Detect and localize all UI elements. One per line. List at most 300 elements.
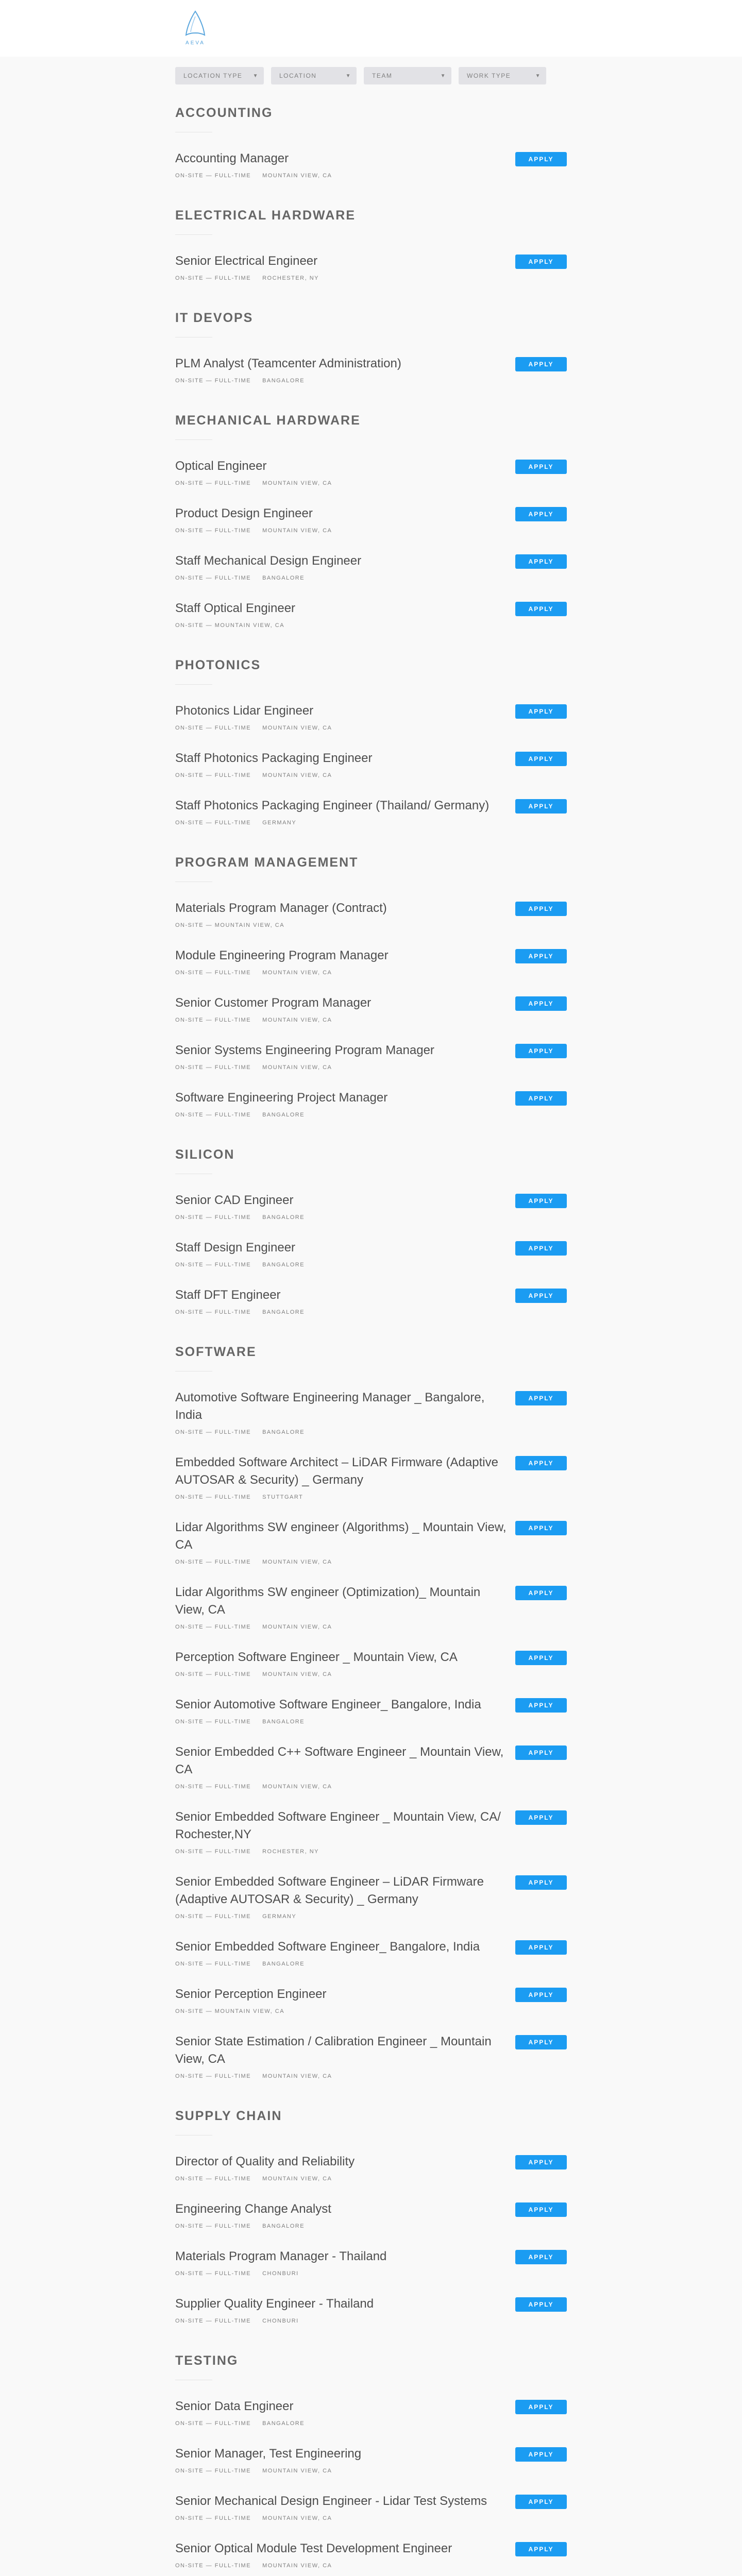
apply-button[interactable]: APPLY [515,1456,567,1470]
posting-info [175,947,510,976]
posting-location: MOUNTAIN VIEW, CA [262,2073,332,2079]
posting-location: MOUNTAIN VIEW, CA [262,1671,332,1677]
posting-title[interactable]: Product Design Engineer [175,506,313,520]
posting-location: MOUNTAIN VIEW, CA [262,1559,332,1565]
posting-title[interactable]: Senior Embedded Software Engineer _ Mountain View, CA/ Rochester,NY [175,1810,501,1841]
posting-info [175,2493,510,2521]
posting-row [175,702,567,731]
apply-button[interactable]: APPLY [515,2495,567,2509]
posting-meta [175,2318,510,2324]
posting-meta [175,575,510,581]
posting-title[interactable]: Lidar Algorithms SW engineer (Algorithms) _ Mountain View, CA [175,1520,507,1552]
apply-button[interactable]: APPLY [515,1091,567,1106]
posting-info [175,1192,510,1221]
posting-location: BANGALORE [262,575,305,581]
filter-label: WORK TYPE [467,72,511,79]
posting-row [175,2033,567,2079]
posting-workplace: ON-SITE — FULL-TIME [175,528,251,534]
posting-meta [175,725,510,731]
posting-workplace: ON-SITE — FULL-TIME [175,1112,251,1118]
filter-team[interactable] [364,67,451,84]
posting-row [175,900,567,928]
posting-info [175,2033,510,2079]
apply-button[interactable]: APPLY [515,2297,567,2312]
posting-info [175,2200,510,2229]
group-divider [175,439,212,440]
filter-bar [175,67,567,84]
posting-info [175,994,510,1023]
posting-row [175,2295,567,2324]
posting-meta [175,1112,510,1118]
apply-button[interactable]: APPLY [515,1289,567,1303]
posting-title[interactable]: Senior Optical Module Test Development Engineer [175,2541,452,2555]
group-title: IT DEVOPS [175,311,254,325]
posting-workplace: ON-SITE — FULL-TIME [175,1429,251,1435]
posting-info [175,702,510,731]
posting-meta [175,1849,510,1855]
posting-meta [175,2008,510,2014]
posting-title[interactable]: Director of Quality and Reliability [175,2155,355,2168]
posting-row [175,600,567,629]
posting-meta [175,1429,510,1435]
posting-title[interactable]: Photonics Lidar Engineer [175,704,314,718]
group-divider [175,684,212,685]
posting-row [175,1042,567,1071]
posting-meta [175,622,510,629]
apply-button[interactable]: APPLY [515,1194,567,1208]
posting-location: GERMANY [262,1913,297,1920]
posting-workplace: ON-SITE — FULL-TIME [175,2318,251,2324]
apply-button[interactable]: APPLY [515,1651,567,1665]
posting-meta [175,173,510,179]
posting-row [175,1584,567,1630]
posting-location: MOUNTAIN VIEW, CA [262,528,332,534]
posting-meta [175,970,510,976]
posting-workplace: ON-SITE — FULL-TIME [175,378,251,384]
posting-row [175,2153,567,2182]
posting-info [175,2540,510,2569]
site-header [0,0,742,57]
posting-info [175,457,510,486]
posting-workplace: ON-SITE — FULL-TIME [175,2420,251,2427]
apply-button[interactable]: APPLY [515,357,567,371]
posting-title[interactable]: Staff Photonics Packaging Engineer (Thailand/ Germany) [175,799,490,812]
posting-workplace: ON-SITE — FULL-TIME [175,1309,251,1315]
posting-info [175,552,510,581]
posting-info [175,2398,510,2427]
posting-location: BANGALORE [262,2223,305,2229]
apply-button[interactable]: APPLY [515,2250,567,2264]
apply-button[interactable]: APPLY [515,1940,567,1955]
posting-title[interactable]: Senior Manager, Test Engineering [175,2447,362,2461]
apply-button[interactable]: APPLY [515,902,567,916]
posting-meta [175,1064,510,1071]
chevron-down-icon: ▼ [345,73,351,79]
posting-row [175,1192,567,1221]
posting-row [175,150,567,179]
posting-group [175,855,567,1118]
posting-location: MOUNTAIN VIEW, CA [262,480,332,486]
posting-row [175,1239,567,1268]
posting-group [175,1147,567,1315]
posting-meta [175,922,510,928]
group-title: SOFTWARE [175,1345,257,1359]
posting-workplace: ON-SITE — FULL-TIME [175,1671,251,1677]
posting-info [175,1696,510,1725]
posting-meta [175,820,510,826]
posting-row [175,1454,567,1500]
apply-button[interactable]: APPLY [515,1044,567,1058]
posting-workplace: ON-SITE — FULL-TIME [175,1849,251,1855]
posting-meta [175,1671,510,1677]
posting-meta [175,1624,510,1630]
posting-info [175,252,510,281]
posting-info [175,150,510,179]
apply-button[interactable]: APPLY [515,255,567,269]
posting-title[interactable]: Senior Customer Program Manager [175,996,372,1010]
filter-work-type[interactable] [459,67,546,84]
group-title: PROGRAM MANAGEMENT [175,855,359,870]
posting-location: BANGALORE [262,1961,305,1967]
posting-row [175,2540,567,2569]
group-title: PHOTONICS [175,658,261,672]
posting-location: STUTTGART [262,1494,303,1500]
posting-title[interactable]: Embedded Software Architect – LiDAR Firmware (Adaptive AUTOSAR & Security) _ Germany [175,1455,498,1487]
apply-button[interactable]: APPLY [515,1586,567,1600]
posting-title[interactable]: Automotive Software Engineering Manager _ Bangalore, India [175,1391,485,1422]
posting-title[interactable]: Senior Mechanical Design Engineer - Lidar Test Systems [175,2494,487,2508]
posting-meta [175,1719,510,1725]
apply-button[interactable]: APPLY [515,2035,567,2049]
posting-meta [175,2176,510,2182]
posting-workplace: ON-SITE — FULL-TIME [175,2270,251,2277]
posting-workplace: ON-SITE — FULL-TIME [175,2515,251,2521]
posting-location: MOUNTAIN VIEW, CA [262,1064,332,1071]
apply-button[interactable]: APPLY [515,799,567,814]
posting-location: BANGALORE [262,1429,305,1435]
posting-location: MOUNTAIN VIEW, CA [262,2176,332,2182]
apply-button[interactable]: APPLY [515,949,567,963]
group-title: TESTING [175,2353,239,2368]
posting-info [175,1519,510,1565]
posting-row [175,355,567,384]
posting-row [175,1808,567,1855]
posting-meta [175,2468,510,2474]
group-title: SUPPLY CHAIN [175,2109,282,2123]
posting-meta [175,2420,510,2427]
posting-workplace: ON-SITE — FULL-TIME [175,820,251,826]
posting-meta [175,1961,510,1967]
posting-location: BANGALORE [262,2420,305,2427]
aeva-logo[interactable] [181,9,210,47]
posting-row [175,1873,567,1920]
apply-button[interactable]: APPLY [515,1698,567,1713]
posting-info [175,1938,510,1967]
posting-location: MOUNTAIN VIEW, CA [262,173,332,179]
apply-button[interactable]: APPLY [515,554,567,569]
posting-meta [175,1017,510,1023]
posting-row [175,1089,567,1118]
posting-info [175,2295,510,2324]
posting-location: BANGALORE [262,378,305,384]
posting-location: BANGALORE [262,1262,305,1268]
apply-button[interactable]: APPLY [515,1988,567,2002]
posting-title[interactable]: Senior Data Engineer [175,2399,294,2413]
posting-meta [175,1494,510,1500]
posting-location: BANGALORE [262,1214,305,1221]
filter-label: TEAM [372,72,393,79]
posting-meta [175,480,510,486]
posting-workplace: ON-SITE — FULL-TIME [175,1262,251,1268]
posting-workplace: ON-SITE — FULL-TIME [175,2073,251,2079]
posting-info [175,2445,510,2474]
posting-workplace: ON-SITE — FULL-TIME [175,1961,251,1967]
posting-row [175,1519,567,1565]
posting-meta [175,2270,510,2277]
posting-workplace: ON-SITE — FULL-TIME [175,1494,251,1500]
posting-meta [175,1309,510,1315]
apply-button[interactable]: APPLY [515,1391,567,1405]
posting-workplace: ON-SITE — FULL-TIME [175,725,251,731]
posting-location: MOUNTAIN VIEW, CA [262,725,332,731]
posting-row [175,552,567,581]
posting-title[interactable]: Staff Photonics Packaging Engineer [175,751,373,765]
posting-title[interactable]: Senior Embedded C++ Software Engineer _ Mountain View, CA [175,1745,504,1776]
posting-workplace: ON-SITE — FULL-TIME [175,275,251,281]
posting-location: CHONBURI [262,2318,299,2324]
posting-meta [175,2515,510,2521]
posting-meta [175,2223,510,2229]
posting-title[interactable]: Accounting Manager [175,151,289,165]
posting-group [175,413,567,629]
apply-button[interactable]: APPLY [515,1745,567,1760]
posting-title[interactable]: Senior Embedded Software Engineer_ Bangalore, India [175,1940,480,1954]
posting-workplace: ON-SITE — FULL-TIME [175,970,251,976]
apply-button[interactable]: APPLY [515,460,567,474]
posting-location: ROCHESTER, NY [262,1849,319,1855]
apply-button[interactable]: APPLY [515,152,567,166]
posting-group [175,1344,567,2079]
posting-group [175,2108,567,2324]
posting-title[interactable]: Staff Optical Engineer [175,601,296,615]
posting-location: ROCHESTER, NY [262,275,319,281]
posting-workplace: ON-SITE — FULL-TIME [175,2563,251,2569]
posting-info [175,1808,510,1855]
posting-info [175,750,510,778]
filter-location[interactable] [271,67,357,84]
posting-info [175,797,510,826]
posting-title[interactable]: Optical Engineer [175,459,267,473]
posting-groups [175,105,567,2569]
apply-button[interactable]: APPLY [515,2400,567,2414]
posting-row [175,2493,567,2521]
posting-info [175,1584,510,1630]
posting-row [175,505,567,534]
chevron-down-icon: ▼ [440,73,446,79]
group-title: ACCOUNTING [175,106,273,120]
posting-meta [175,275,510,281]
posting-workplace: ON-SITE — FULL-TIME [175,1784,251,1790]
group-divider [175,2135,212,2136]
posting-title[interactable]: Supplier Quality Engineer - Thailand [175,2297,374,2311]
apply-button[interactable]: APPLY [515,2155,567,2170]
posting-row [175,994,567,1023]
posting-meta [175,1214,510,1221]
posting-info [175,505,510,534]
group-title: ELECTRICAL HARDWARE [175,208,356,223]
posting-workplace: ON-SITE — FULL-TIME [175,575,251,581]
apply-button[interactable]: APPLY [515,2447,567,2462]
posting-row [175,947,567,976]
posting-info [175,1743,510,1790]
posting-title[interactable]: Senior Embedded Software Engineer – LiDAR Firmware (Adaptive AUTOSAR & Security) _ Germany [175,1875,484,1906]
posting-group [175,2353,567,2569]
posting-workplace: ON-SITE — FULL-TIME [175,1624,251,1630]
posting-info [175,1286,510,1315]
posting-location: MOUNTAIN VIEW, CA [262,2515,332,2521]
posting-meta [175,528,510,534]
posting-group [175,105,567,179]
posting-info [175,1649,510,1677]
posting-row [175,252,567,281]
posting-info [175,2248,510,2277]
group-divider [175,234,212,235]
logo-text: AEVA [185,40,205,46]
posting-row [175,2398,567,2427]
apply-button[interactable]: APPLY [515,602,567,616]
posting-row [175,2200,567,2229]
filter-label: LOCATION [279,72,317,79]
chevron-down-icon: ▼ [252,73,259,79]
group-title: MECHANICAL HARDWARE [175,413,361,428]
postings-main [175,57,567,2569]
apply-button[interactable]: APPLY [515,1521,567,1535]
posting-workplace: ON-SITE — FULL-TIME [175,1719,251,1725]
posting-row [175,457,567,486]
posting-title[interactable]: Engineering Change Analyst [175,2202,331,2216]
posting-info [175,1239,510,1268]
posting-title[interactable]: Module Engineering Program Manager [175,948,389,962]
posting-meta [175,772,510,778]
posting-title[interactable]: Materials Program Manager (Contract) [175,901,387,915]
group-title: SILICON [175,1147,235,1162]
posting-meta [175,1262,510,1268]
posting-workplace: ON-SITE — FULL-TIME [175,2223,251,2229]
chevron-down-icon: ▼ [535,73,541,79]
posting-workplace: ON-SITE — FULL-TIME [175,1913,251,1920]
posting-info [175,1454,510,1500]
posting-row [175,1286,567,1315]
posting-workplace: ON-SITE — FULL-TIME [175,1559,251,1565]
posting-workplace: ON-SITE — FULL-TIME [175,1214,251,1221]
posting-location: MOUNTAIN VIEW, CA [262,1624,332,1630]
posting-meta [175,378,510,384]
posting-row [175,750,567,778]
posting-row [175,2445,567,2474]
posting-row [175,1696,567,1725]
posting-title[interactable]: Senior Systems Engineering Program Manager [175,1043,434,1057]
apply-button[interactable]: APPLY [515,2542,567,2556]
posting-workplace: ON-SITE — FULL-TIME [175,173,251,179]
posting-info [175,1089,510,1118]
posting-title[interactable]: Staff Mechanical Design Engineer [175,554,362,568]
posting-info [175,355,510,384]
posting-workplace: ON-SITE — FULL-TIME [175,1017,251,1023]
posting-workplace: ON-SITE — FULL-TIME [175,2176,251,2182]
posting-title[interactable]: Senior CAD Engineer [175,1193,294,1207]
posting-title[interactable]: Materials Program Manager - Thailand [175,2249,387,2263]
posting-row [175,2248,567,2277]
posting-meta [175,1784,510,1790]
posting-title[interactable]: Senior Perception Engineer [175,1987,327,2001]
posting-location: MOUNTAIN VIEW, CA [262,1784,332,1790]
posting-info [175,1389,510,1435]
posting-title[interactable]: Staff Design Engineer [175,1241,296,1255]
posting-row [175,1743,567,1790]
posting-workplace: ON-SITE — MOUNTAIN VIEW, CA [175,2008,285,2014]
posting-info [175,2153,510,2182]
posting-workplace: ON-SITE — FULL-TIME [175,480,251,486]
posting-meta [175,2563,510,2569]
posting-location: MOUNTAIN VIEW, CA [262,772,332,778]
posting-location: MOUNTAIN VIEW, CA [262,2468,332,2474]
apply-button[interactable]: APPLY [515,507,567,521]
posting-title[interactable]: Senior State Estimation / Calibration Engineer _ Mountain View, CA [175,2035,492,2066]
posting-row [175,1389,567,1435]
posting-location: CHONBURI [262,2270,299,2277]
posting-workplace: ON-SITE — FULL-TIME [175,2468,251,2474]
posting-info [175,1042,510,1071]
posting-workplace: ON-SITE — FULL-TIME [175,772,251,778]
posting-location: BANGALORE [262,1719,305,1725]
posting-title[interactable]: Perception Software Engineer _ Mountain View, CA [175,1650,458,1664]
posting-workplace: ON-SITE — MOUNTAIN VIEW, CA [175,622,285,629]
apply-button[interactable]: APPLY [515,1875,567,1890]
posting-row [175,1938,567,1967]
posting-group [175,310,567,384]
posting-location: MOUNTAIN VIEW, CA [262,2563,332,2569]
apply-button[interactable]: APPLY [515,752,567,766]
posting-title[interactable]: Senior Automotive Software Engineer_ Bangalore, India [175,1698,481,1711]
posting-title[interactable]: Software Engineering Project Manager [175,1091,388,1105]
posting-location: GERMANY [262,820,297,826]
posting-group [175,657,567,826]
apply-button[interactable]: APPLY [515,1810,567,1825]
posting-row [175,1986,567,2014]
posting-title[interactable]: Senior Electrical Engineer [175,254,318,268]
posting-location: BANGALORE [262,1309,305,1315]
apply-button[interactable]: APPLY [515,2202,567,2217]
posting-info [175,1986,510,2014]
posting-info [175,600,510,629]
filter-location-type[interactable] [175,67,264,84]
apply-button[interactable]: APPLY [515,704,567,719]
apply-button[interactable]: APPLY [515,1241,567,1256]
posting-title[interactable]: Staff DFT Engineer [175,1288,281,1302]
posting-row [175,797,567,826]
apply-button[interactable]: APPLY [515,996,567,1011]
posting-location: BANGALORE [262,1112,305,1118]
posting-title[interactable]: Lidar Algorithms SW engineer (Optimization)_ Mountain View, CA [175,1585,481,1617]
posting-location: MOUNTAIN VIEW, CA [262,970,332,976]
posting-info [175,1873,510,1920]
posting-group [175,208,567,281]
posting-meta [175,1913,510,1920]
filter-label: LOCATION TYPE [183,72,243,79]
posting-title[interactable]: PLM Analyst (Teamcenter Administration) [175,357,401,370]
posting-meta [175,1559,510,1565]
posting-workplace: ON-SITE — FULL-TIME [175,1064,251,1071]
